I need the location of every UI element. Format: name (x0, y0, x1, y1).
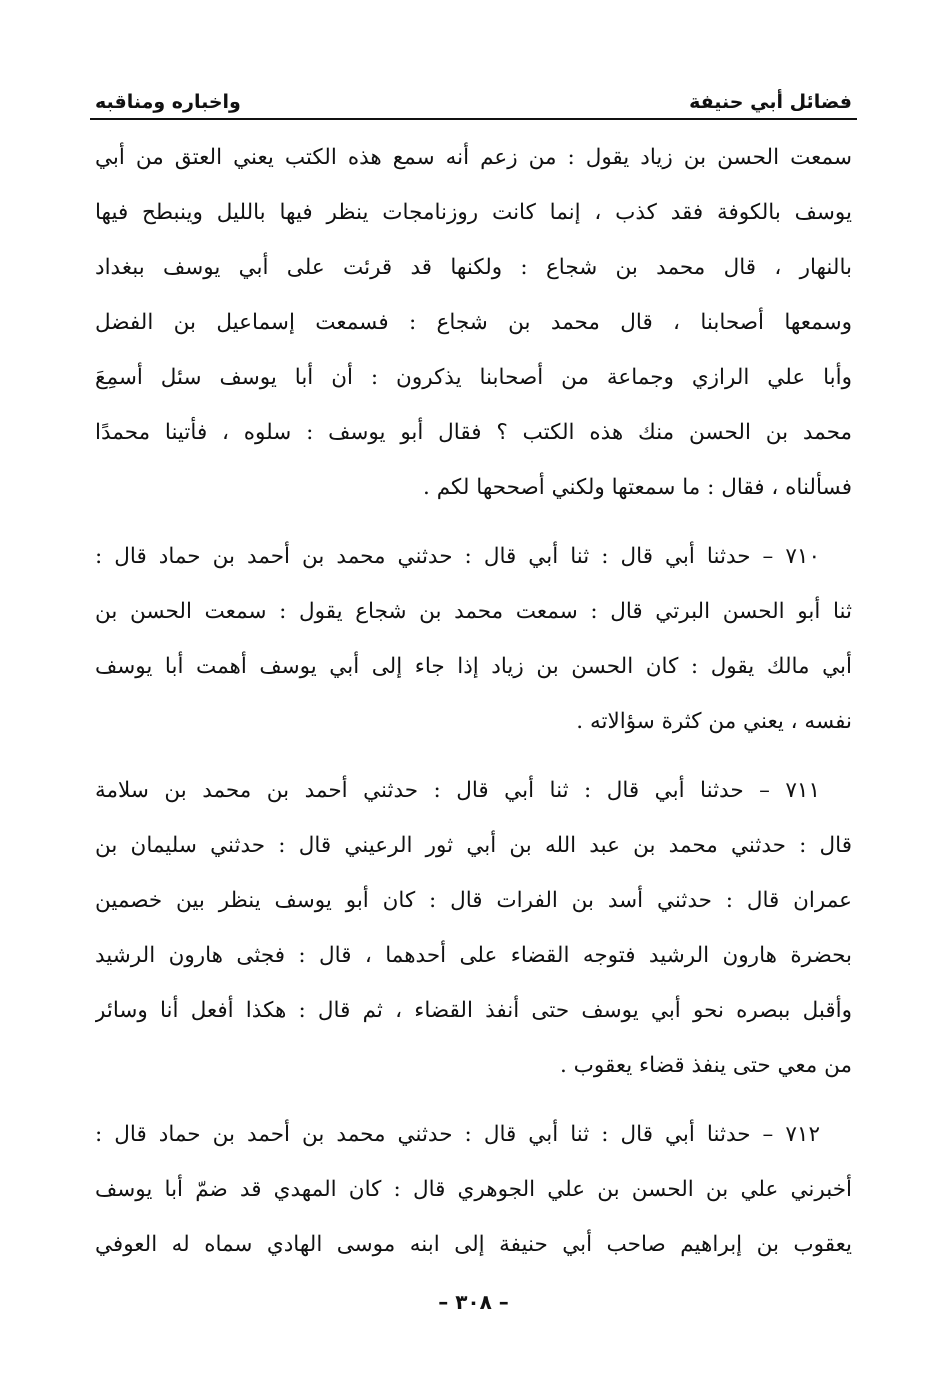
paragraph-710 (95, 529, 852, 749)
text-line: أخبرني علي بن الحسن بن علي الجوهري قال : كان المهدي قد ضمّ أبا يوسف (95, 1177, 852, 1202)
text-line: ٧١٢ – حدثنا أبي قال : ثنا أبي قال : حدثني محمد بن أحمد بن حماد قال : (95, 1122, 820, 1147)
header-rule (90, 118, 857, 120)
text-line: بحضرة هارون الرشيد فتوجه القضاء على أحدهما ، قال : فجثى هارون الرشيد (95, 943, 852, 968)
text-line: ٧١٠ – حدثنا أبي قال : ثنا أبي قال : حدثني محمد بن أحمد بن حماد قال : (95, 544, 820, 569)
text-line: سمعت الحسن بن زياد يقول : من زعم أنه سمع هذه الكتب يعني العتق من أبي (95, 145, 852, 170)
paragraph-712 (95, 1107, 852, 1272)
text-line: نفسه ، يعني من كثرة سؤالاته . (576, 709, 852, 734)
text-line: محمد بن الحسن منك هذه الكتب ؟ فقال أبو يوسف : سلوه ، فأتينا محمدًا (95, 420, 852, 445)
text-line: يوسف بالكوفة فقد كذب ، إنما كانت روزنامجات ينظر فيها بالليل وينبطح فيها (95, 200, 852, 225)
text-line: وأقبل ببصره نحو أبي يوسف حتى أنفذ القضاء ، ثم قال : هكذا أفعل أنا وسائر (95, 998, 852, 1023)
text-line: ثنا أبو الحسن البرتي قال : سمعت محمد بن شجاع يقول : سمعت الحسن بن (95, 599, 852, 624)
text-line: يعقوب بن إبراهيم صاحب أبي حنيفة إلى ابنه موسى الهادي سماه له العوفي (95, 1232, 852, 1257)
text-line: وسمعها أصحابنا ، قال محمد بن شجاع : فسمعت إسماعيل بن الفضل (95, 310, 852, 335)
text-line: فسألناه ، فقال : ما سمعتها ولكني أصححها لكم . (423, 475, 852, 500)
text-line: قال : حدثني محمد بن عبد الله بن أبي ثور الرعيني قال : حدثني سليمان بن (95, 833, 852, 858)
page-number: – ٣٠٨ – (438, 1290, 509, 1314)
text-line: أبي مالك يقول : كان الحسن بن زياد إذا جاء إلى أبي يوسف أهمت أبا يوسف (95, 654, 852, 679)
text-line: عمران قال : حدثني أسد بن الفرات قال : كان أبو يوسف ينظر بين خصمين (95, 888, 852, 913)
section-title-header: واخباره ومناقبه (95, 91, 241, 113)
running-header (95, 78, 852, 114)
book-title-header: فضائل أبي حنيفة (689, 91, 852, 113)
paragraph-711 (95, 763, 852, 1093)
text-line: من معي حتى ينفذ قضاء يعقوب . (559, 1053, 852, 1078)
text-line: وأبا علي الرازي وجماعة من أصحابنا يذكرون : أن أبا يوسف سئل أسمِعَ (95, 365, 852, 390)
text-line: بالنهار ، قال محمد بن شجاع : ولكنها قد قرئت على أبي يوسف ببغداد (95, 255, 852, 280)
text-line: ٧١١ – حدثنا أبي قال : ثنا أبي قال : حدثني أحمد بن محمد بن سلامة (95, 778, 820, 803)
body-text (95, 130, 852, 1272)
paragraph-1 (95, 130, 852, 515)
